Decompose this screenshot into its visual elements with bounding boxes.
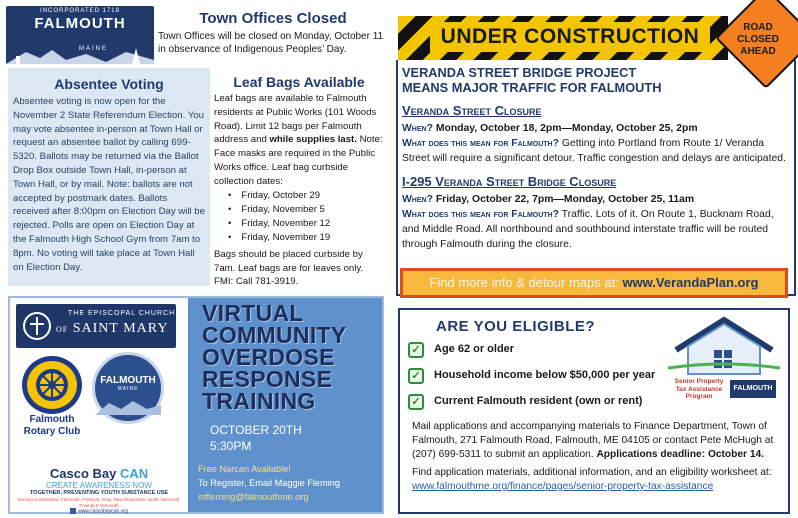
closure2-when-value: Friday, October 22, 7pm—Monday, October 25, 11am	[435, 194, 695, 205]
road-closed-sign-text	[722, 22, 794, 58]
closure1-title: Veranda Street Closure	[402, 103, 542, 118]
mean-label: What does this mean for Falmouth?	[402, 209, 559, 220]
veranda-headline	[398, 65, 794, 95]
applications-deadline: Applications deadline: October 14.	[596, 449, 764, 460]
town-offices-title: Town Offices Closed	[199, 10, 347, 27]
register-note: To Register, Email Maggie Fleming	[198, 478, 340, 488]
cbcan-title-a: Casco Bay	[49, 466, 120, 481]
training-date: OCTOBER 20TH	[210, 423, 302, 437]
when-label: When?	[402, 194, 433, 205]
gear-icon	[27, 361, 77, 409]
veranda-headline-line: VERANDA STREET BRIDGE PROJECT	[402, 65, 637, 80]
town-offices-text: Town Offices will be closed on Monday, October 11 in observance of Indigenous Peoples’ Day.	[158, 31, 384, 55]
list-item: • Friday, November 12	[228, 217, 384, 231]
closure2-mean-value: Traffic. Lots of it. On Route 1, Bucknam Road, and Middle Road. All northbound and southbound interstate traffic will be routed through Falmouth during the closure.	[402, 209, 774, 250]
register-email[interactable]: mfleming@falmouthme.org	[198, 492, 309, 502]
leaf-intro-b: Note: Face masks are required in the Public Works office. Leaf bag curbside collection dates:	[214, 134, 383, 187]
church-of: OF	[56, 325, 69, 334]
criteria-income: Household income below $50,000 per year	[434, 369, 656, 381]
when-label: When?	[402, 123, 433, 134]
cbcan-line3: Serving Cumberland, Falmouth, Freeport, Gray, New Gloucester, North Yarmouth, Pownal & Yarmouth	[17, 497, 181, 508]
criteria-residency: Current Falmouth resident (own or rent)	[434, 395, 643, 407]
closure1-when-value: Monday, October 18, 2pm—Monday, October 25, 2pm	[435, 123, 698, 134]
find-more-banner	[400, 268, 788, 298]
leaf-outro: Bags should be placed curbside by 7am. Leaf bags are for leaves only. FMI: Call 781-3919.	[214, 248, 364, 288]
training-title-line: VIRTUAL	[202, 300, 304, 326]
facebook-icon	[70, 508, 76, 514]
cbcan-line1: CREATE AWARENESS NOW	[46, 481, 152, 490]
cbcan-title-b: CAN	[119, 466, 149, 481]
logo-incorporated: INCORPORATED 1718	[40, 8, 120, 14]
absentee-text: Absentee voting is now open for the November 2 State Referendum Election. You may vote absentee in-person at Town Hall or request an absentee ballot by calling 699-5320. Ballots may be returned via the Ballot Drop Box outside Town Hall, in-person at Town Hall, or by mail. Note: ballots are not accepted by postmark dates. Ballots received after 8:00pm on Election Day will be rejected. Polls are open on Election Day at the Falmouth High School Gym from 7am to 8pm. No voting will take place at Town Hall on Election Day.	[13, 96, 205, 273]
applications-body: Mail applications and accompanying materials to Finance Department, Town of Falmouth, 271 Falmouth Road, Falmouth, ME 04105 or contact Pete McHugh at (207) 699-5311 to submit an application.	[412, 421, 774, 460]
checkmark-icon: ✓	[408, 394, 424, 410]
closure1-mean-value: Getting into Portland from Route 1/ Veranda Street will require a significant detour. Traffic congestion and delays are anticipated.	[402, 138, 786, 164]
cbcan-site-text: www.cascobaycan.org	[78, 508, 128, 515]
list-item: • Friday, November 5	[228, 203, 384, 217]
find-materials-body: Find application materials, additional information, and an eligibility worksheet at:	[412, 467, 772, 478]
leaf-dates-list	[214, 189, 384, 246]
find-materials-text	[412, 466, 788, 494]
circle-name: FALMOUTH	[100, 375, 156, 386]
find-more-text: Find more info & detour maps at:	[429, 275, 623, 290]
tax-assistance-link[interactable]: www.falmouthme.org/finance/pages/senior-property-tax-assistance	[412, 481, 714, 492]
rotary-wheel-icon	[22, 356, 82, 414]
training-title-line: OVERDOSE	[202, 344, 335, 370]
construction-title: UNDER CONSTRUCTION	[430, 22, 710, 52]
cbcan-title	[14, 466, 184, 481]
sign-line: CLOSED	[737, 34, 779, 45]
cbcan-site	[14, 508, 184, 515]
logo-state: MAINE	[78, 46, 108, 52]
closure1-mean	[398, 136, 794, 166]
falmouth-logo	[6, 6, 154, 64]
tax-program-logo	[668, 316, 780, 408]
program-line: Senior Property	[674, 378, 724, 385]
eligibility-title: ARE YOU ELIGIBLE?	[436, 318, 596, 335]
checkmark-icon: ✓	[408, 342, 424, 358]
training-title-line: COMMUNITY	[202, 322, 347, 348]
logo-name: FALMOUTH	[34, 15, 126, 32]
training-title-line: RESPONSE	[202, 366, 333, 392]
criteria-age: Age 62 or older	[434, 343, 515, 355]
circle-state: MAINE	[117, 386, 139, 392]
veranda-headline-line: MEANS MAJOR TRAFFIC FOR FALMOUTH	[402, 80, 662, 95]
leaf-intro-bold: while supplies last.	[269, 134, 357, 146]
veranda-plan-link[interactable]: www.VerandaPlan.org	[622, 275, 759, 290]
applications-text	[412, 420, 788, 462]
town-offices-notice	[158, 10, 388, 62]
training-time: 5:30PM	[210, 439, 252, 453]
church-saint-mary: SAINT MARY	[72, 321, 169, 336]
absentee-voting-box	[8, 68, 210, 286]
falmouth-circle-logo	[92, 352, 164, 424]
training-info-panel	[188, 298, 382, 512]
landscape-icon	[95, 395, 161, 415]
closure2-title: I-295 Veranda Street Bridge Closure	[402, 174, 617, 189]
program-line: Tax Assistance	[675, 385, 723, 393]
closure2-mean	[398, 207, 794, 252]
casco-bay-can-logo	[14, 466, 184, 515]
sign-line: ROAD	[743, 22, 773, 33]
rotary-label: Falmouth Rotary Club	[23, 414, 81, 437]
training-title	[188, 298, 382, 412]
church-name	[56, 321, 168, 337]
program-line: Program	[685, 393, 713, 400]
saint-mary-logo	[16, 304, 176, 348]
church-small-label: THE EPISCOPAL CHURCH	[68, 310, 176, 317]
veranda-project-box	[396, 60, 796, 296]
program-name	[672, 378, 726, 401]
list-item: • Friday, October 29	[228, 189, 384, 203]
closure1-when	[398, 121, 794, 136]
absentee-title: Absentee Voting	[54, 76, 164, 92]
cbcan-line2: TOGETHER, PREVENTING YOUTH SUBSTANCE USE	[29, 490, 169, 496]
mean-label: What does this mean for Falmouth?	[402, 138, 559, 149]
checkmark-icon: ✓	[408, 368, 424, 384]
sign-line: AHEAD	[740, 46, 776, 57]
leaf-intro-a: Leaf bags are available to Falmouth residents at Public Works (101 Woods Road). Limit 12 bags per Falmouth address and	[214, 93, 377, 146]
list-item: • Friday, November 19	[228, 231, 384, 245]
program-falmouth-logo: FALMOUTH	[730, 380, 776, 398]
narcan-note: Free Narcan Available!	[198, 464, 291, 474]
church-seal-icon	[22, 311, 52, 341]
leaf-title: Leaf Bags Available	[233, 74, 365, 90]
leaf-intro	[214, 92, 384, 189]
training-title-line: TRAINING	[202, 388, 316, 414]
house-icon	[668, 316, 780, 376]
leaf-bags-box	[214, 70, 384, 290]
closure2-when	[398, 192, 794, 207]
